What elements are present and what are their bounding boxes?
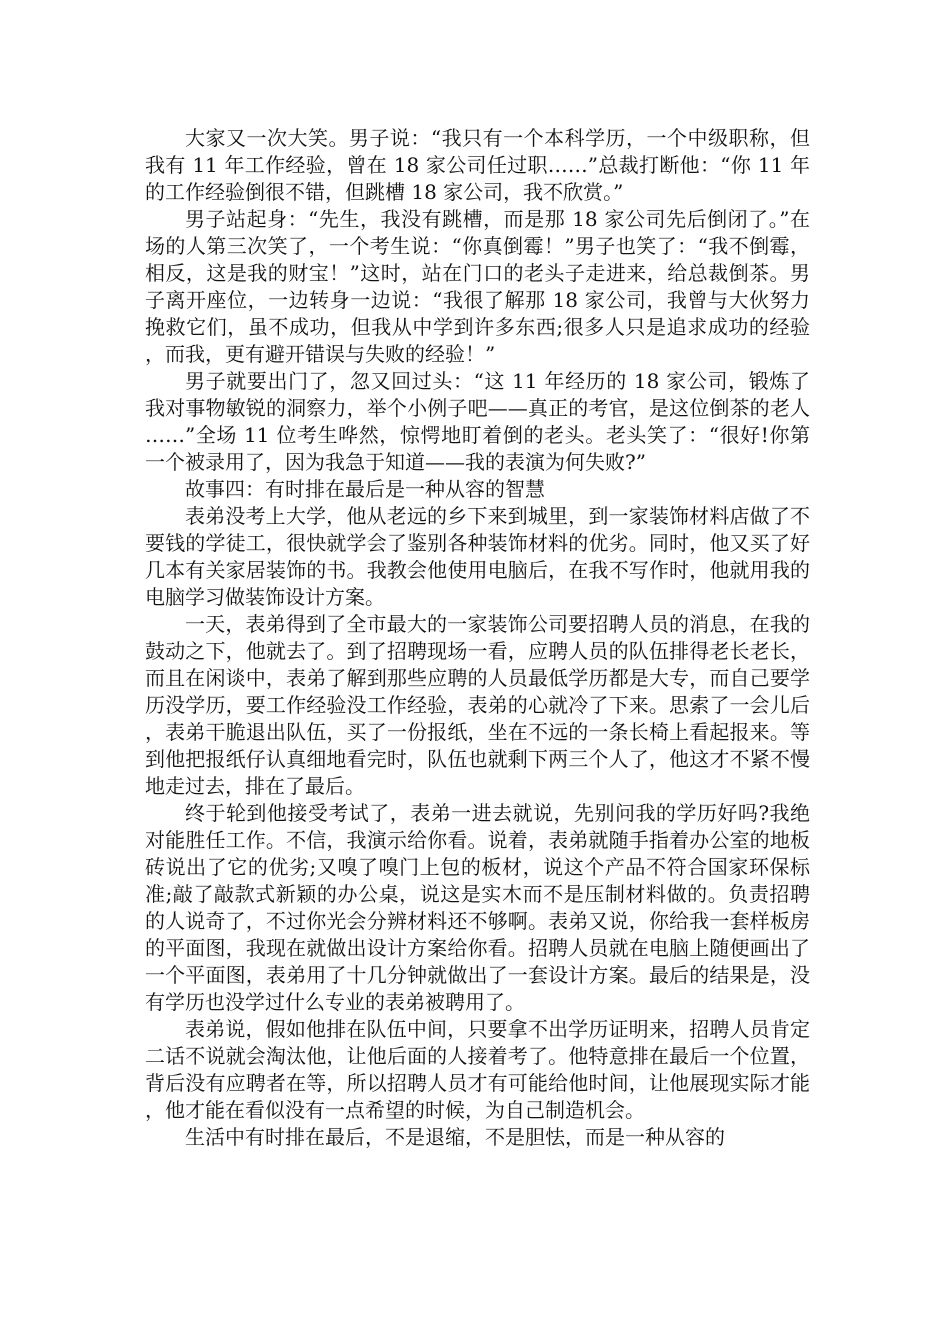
paragraph-cousin-explanation: 表弟说，假如他排在队伍中间，只要拿不出学历证明来，招聘人员肯定二话不说就会淘汰他，让他后面的人接着考了。他特意排在最后一个位置，背后没有应聘者在等，所以招聘人员才有可能给他时间，让他展现实际才能，他才能在看似没有一点希望的时候，为自己制造机会。 <box>145 1017 810 1122</box>
section-heading-story-four: 故事四：有时排在最后是一种从容的智慧 <box>185 477 545 501</box>
document-page <box>145 125 810 1151</box>
paragraph-real-examiner: 男子就要出门了，忽又回过头：“这 11 年经历的 18 家公司，锻炼了我对事物敏锐的洞察力，举个小例子吧——真正的考官，是这位倒茶的老人……”全场 11 位考生哗然，惊愕地盯着倒的老头。老头笑了：“很好!你第一个被录用了，因为我急于知道——我的表演为何失败?” <box>145 369 810 474</box>
paragraph-companies-closed: 男子站起身：“先生，我没有跳槽，而是那 18 家公司先后倒闭了。”在场的人第三次笑了，一个考生说：“你真倒霉！”男子也笑了：“我不倒霉，相反，这是我的财宝！”这时，站在门口的老头子走进来，给总裁倒茶。男子离开座位，一边转身一边说：“我很了解那 18 家公司，我曾与大伙努力挽救它们，虽不成功，但我从中学到许多东西;很多人只是追求成功的经验，而我，更有避开错误与失败的经验！” <box>145 207 810 366</box>
paragraph-conclusion: 生活中有时排在最后，不是退缩，不是胆怯，而是一种从容的 <box>185 1125 725 1149</box>
paragraph-exam-demonstration: 终于轮到他接受考试了，表弟一进去就说，先别问我的学历好吗?我绝对能胜任工作。不信，我演示给你看。说着，表弟就随手指着办公室的地板砖说出了它的优劣;又嗅了嗅门上包的板材，说这个产品不符合国家环保标准;敲了敲款式新颖的办公桌，说这是实木而不是压制材料做的。负责招聘的人说奇了，不过你光会分辨材料还不够啊。表弟又说，你给我一套样板房的平面图，我现在就做出设计方案给你看。招聘人员就在电脑上随便画出了一个平面图，表弟用了十几分钟就做出了一套设计方案。最后的结果是，没有学历也没学过什么专业的表弟被聘用了。 <box>145 801 810 1014</box>
paragraph-cousin-apprentice: 表弟没考上大学，他从老远的乡下来到城里，到一家装饰材料店做了不要钱的学徒工，很快就学会了鉴别各种装饰材料的优劣。同时，他又买了好几本有关家居装饰的书。我教会他使用电脑后，在我不写作时，他就用我的电脑学习做装饰设计方案。 <box>145 504 810 609</box>
paragraph-interview-laugh: 大家又一次大笑。男子说：“我只有一个本科学历，一个中级职称，但我有 11 年工作经验，曾在 18 家公司任过职……”总裁打断他：“你 11 年的工作经验倒很不错，但跳槽 18 家公司，我不欣赏。” <box>145 126 810 204</box>
paragraph-recruitment-queue: 一天，表弟得到了全市最大的一家装饰公司要招聘人员的消息，在我的鼓动之下，他就去了。到了招聘现场一看，应聘人员的队伍排得老长老长，而且在闲谈中，表弟了解到那些应聘的人员最低学历都是大专，而自己要学历没学历，要工作经验没工作经验，表弟的心就冷了下来。思索了一会儿后，表弟干脆退出队伍，买了一份报纸，坐在不远的一条长椅上看起报来。等到他把报纸仔认真细地看完时，队伍也就剩下两三个人了，他这才不紧不慢地走过去，排在了最后。 <box>145 612 810 798</box>
